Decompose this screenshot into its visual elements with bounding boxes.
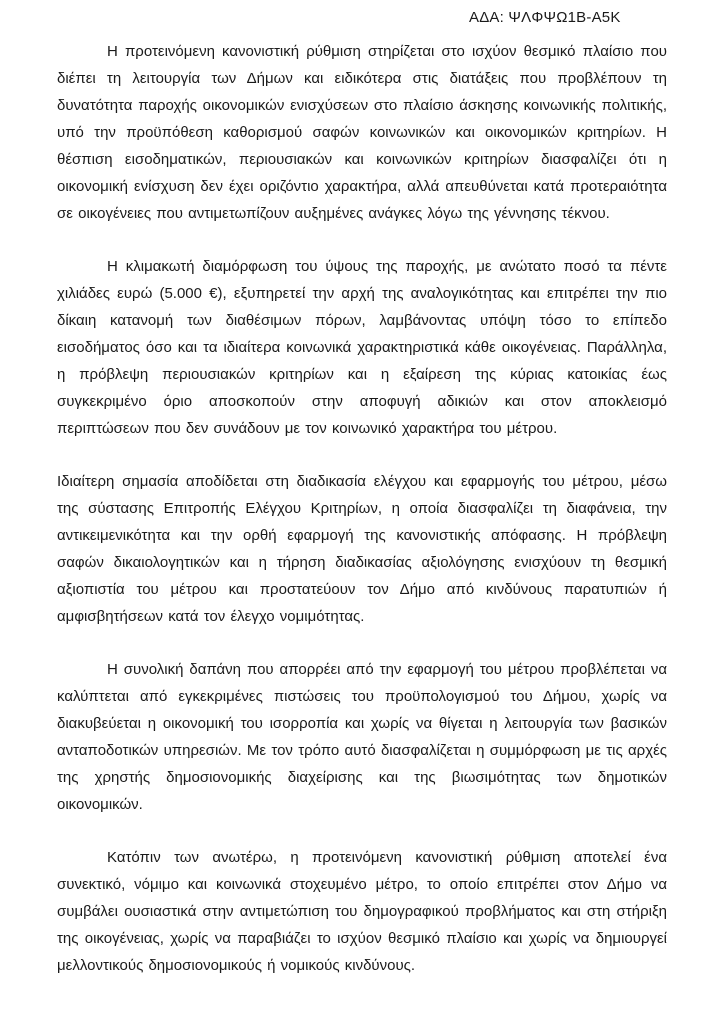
paragraph-conclusion: Κατόπιν των ανωτέρω, η προτεινόμενη κανονιστική ρύθμιση αποτελεί ένα συνεκτικό, νόμιμο και κοινωνικά στοχευμένο μέτρο, το οποίο επιτρέπει στον Δήμο να συμβάλει ουσιαστικά στην αντιμετώπιση του δημογραφικού προβλήματος και στη στήριξη της οικογένειας, χωρίς να παραβιάζει το ισχύον θεσμικό πλαίσιο και χωρίς να δημιουργεί μελλοντικούς δημοσιονομικούς ή νομικούς κινδύνους. (57, 849, 667, 974)
ada-code: ΑΔΑ: ΨΛΦΨΩ1Β-Α5Κ (469, 9, 621, 26)
paragraph-tiered-amount: Η κλιμακωτή διαμόρφωση του ύψους της παροχής, με ανώτατο ποσό τα πέντε χιλιάδες ευρώ (5.000 €), εξυπηρετεί την αρχή της αναλογικότητας και επιτρέπει την πιο δίκαιη κατανομή των διαθέσιμων πόρων, λαμβάνοντας υπόψη τόσο το επίπεδο εισοδήματος όσο και τα ιδιαίτερα κοινωνικά χαρακτηριστικά κάθε οικογένειας. Παράλληλα, η πρόβλεψη περιουσιακών κριτηρίων και η εξαίρεση της κύριας κατοικίας έως συγκεκριμένο όριο αποσκοπούν στην αποφυγή αδικιών και στον αποκλεισμό περιπτώσεων που δεν συνάδουν με τον κοινωνικό χαρακτήρα του μέτρου. (57, 258, 667, 437)
paragraph-legal-basis: Η προτεινόμενη κανονιστική ρύθμιση στηρίζεται στο ισχύον θεσμικό πλαίσιο που διέπει τη λειτουργία των Δήμων και ειδικότερα στις διατάξεις που προβλέπουν τη δυνατότητα παροχής οικονομικών ενισχύσεων στο πλαίσιο άσκησης κοινωνικής πολιτικής, υπό την προϋπόθεση καθορισμού σαφών κοινωνικών και οικονομικών κριτηρίων. Η θέσπιση εισοδηματικών, περιουσιακών και κοινωνικών κριτηρίων διασφαλίζει ότι η οικονομική ενίσχυση δεν έχει οριζόντιο χαρακτήρα, αλλά απευθύνεται κατά προτεραιότητα σε οικογένειες που αντιμετωπίζουν αυξημένες ανάγκες λόγω της γέννησης τέκνου. (57, 43, 667, 222)
paragraph-control-procedure: Ιδιαίτερη σημασία αποδίδεται στη διαδικασία ελέγχου και εφαρμογής του μέτρου, μέσω της σύστασης Επιτροπής Ελέγχου Κριτηρίων, η οποία διασφαλίζει τη διαφάνεια, την αντικειμενικότητα και την ορθή εφαρμογή της κανονιστικής απόφασης. Η πρόβλεψη σαφών δικαιολογητικών και η τήρηση διαδικασίας αξιολόγησης ενισχύουν τη θεσμική αξιοπιστία του μέτρου και προστατεύουν τον Δήμο από κινδύνους παρατυπιών ή αμφισβητήσεων κατά τον έλεγχο νομιμότητας. (57, 473, 667, 625)
paragraph-total-expense: Η συνολική δαπάνη που απορρέει από την εφαρμογή του μέτρου προβλέπεται να καλύπτεται από εγκεκριμένες πιστώσεις του προϋπολογισμού του Δήμου, χωρίς να διακυβεύεται η οικονομική του ισορροπία και χωρίς να θίγεται η λειτουργία των βασικών ανταποδοτικών υπηρεσιών. Με τον τρόπο αυτό διασφαλίζεται η συμμόρφωση με τις αρχές της χρηστής δημοσιονομικής διαχείρισης και της βιωσιμότητας των δημοτικών οικονομικών. (57, 661, 667, 813)
